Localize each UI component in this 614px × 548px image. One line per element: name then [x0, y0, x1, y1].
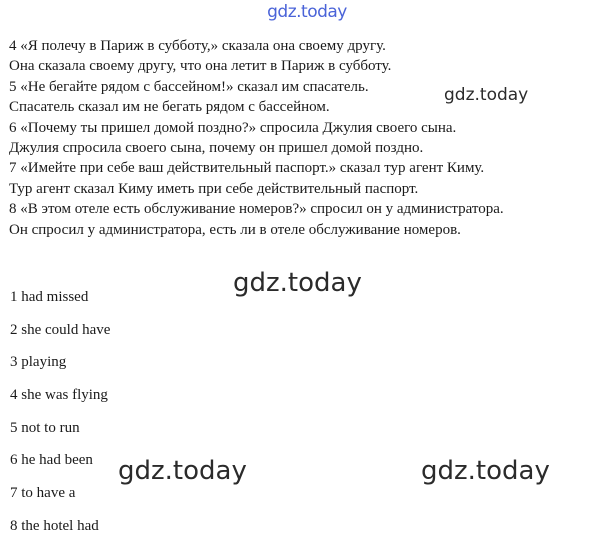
- sentence-line: 7 «Имейте при себе ваш действительный паспорт.» сказал тур агент Киму.: [9, 160, 485, 177]
- answer-item: 7 to have a: [10, 485, 76, 502]
- watermark-middle: gdz.today: [233, 268, 362, 298]
- sentence-line: Джулия спросила своего сына, почему он пришел домой поздно.: [9, 140, 424, 157]
- answer-item: 8 the hotel had: [10, 517, 99, 534]
- answer-list: [10, 286, 110, 548]
- sentence-line: 6 «Почему ты пришел домой поздно?» спросила Джулия своего сына.: [9, 119, 457, 136]
- russian-sentences: [9, 36, 504, 240]
- sentence-line: Тур агент сказал Киму иметь при себе действительный паспорт.: [9, 180, 419, 197]
- answer-item: 2 she could have: [10, 321, 111, 338]
- sentence-line: 5 «Не бегайте рядом с бассейном!» сказал им спасатель.: [9, 78, 369, 95]
- sentence-line: Она сказала своему другу, что она летит в Париж в субботу.: [9, 58, 392, 75]
- answer-item: 6 he had been: [10, 452, 93, 469]
- sentence-line: Он спросил у администратора, есть ли в отеле обслуживание номеров.: [9, 221, 461, 238]
- watermark-small: gdz.today: [444, 85, 529, 105]
- watermark-bottom-left: gdz.today: [118, 456, 247, 486]
- answer-item: 3 playing: [10, 354, 67, 371]
- sentence-line: 8 «В этом отеле есть обслуживание номеров?» спросил он у администратора.: [9, 201, 504, 218]
- answer-item: 5 not to run: [10, 419, 80, 436]
- sentence-line: Спасатель сказал им не бегать рядом с бассейном.: [9, 99, 330, 116]
- answer-item: 4 she was flying: [10, 387, 108, 404]
- sentence-line: 4 «Я полечу в Париж в субботу,» сказала она своему другу.: [9, 38, 386, 54]
- answer-item: 1 had missed: [10, 289, 89, 305]
- watermark-bottom-right: gdz.today: [421, 456, 550, 486]
- watermark-top: gdz.today: [267, 2, 347, 22]
